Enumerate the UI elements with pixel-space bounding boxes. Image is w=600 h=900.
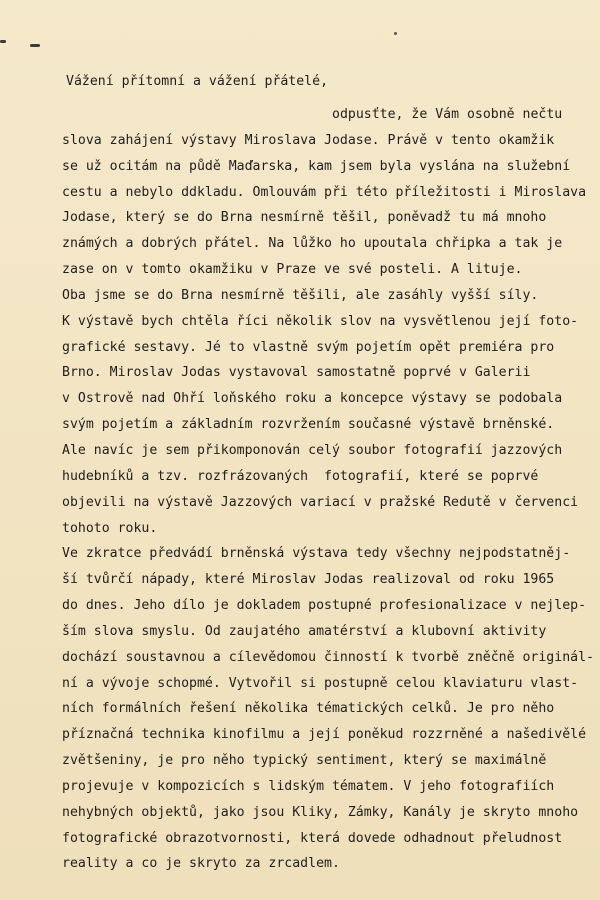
text-line: grafické sestavy. Jé to vlastně svým pojetím opět premiéra pro <box>62 339 555 355</box>
text-line: se už ocitám na půdě Maďarska, kam jsem byla vyslána na služební <box>62 158 571 174</box>
text-line: fotografické obrazotvornosti, která dovede odhadnout přeludnost <box>62 830 563 846</box>
text-line: odpusťte, že Vám osobně nečtu <box>332 107 563 122</box>
text-line: slova zahájení výstavy Miroslava Jodase. Právě v tento okamžik <box>62 132 555 148</box>
text-line: Jodase, který se do Brna nesmírně těšil, poněvadž tu má mnoho <box>62 210 547 226</box>
text-line: Ve zkratce předvádí brněnská výstava tedy všechny nejpodstatněj- <box>62 546 571 562</box>
text-line: dochází soustavnou a cílevědomou činností k tvorbě zněčně originál- <box>62 649 594 665</box>
punch-mark <box>0 40 6 43</box>
text-line: ní a vývoje schopmé. Vytvořil si postupně celou klaviaturu vlast- <box>62 675 579 691</box>
text-line: K výstavě bych chtěla říci několik slov na vysvětlenou její foto- <box>62 313 579 329</box>
text-line: v Ostrově nad Ohří loňského roku a koncepce výstavy se podobala <box>62 391 563 407</box>
text-line: příznačná technika kinofilmu a její poněkud rozzrněné a našedivělé <box>62 727 587 743</box>
paper-speck <box>394 32 397 35</box>
salutation: Vážení přítomní a vážení přátelé, <box>66 74 329 89</box>
text-line: zase on v tomto okamžiku v Praze ve své posteli. A lituje. <box>62 262 523 278</box>
text-line: projevuje v kompozicích s lidským tématem. V jeho fotografiích <box>62 778 555 794</box>
text-line: známých a dobrých přátel. Na lůžko ho upoutala chřipka a tak je <box>62 236 563 252</box>
text-line: nehybných objektů, jako jsou Kliky, Zámky, Kanály je skryto mnoho <box>62 804 579 820</box>
text-line: cestu a nebylo ddkladu. Omlouvám při této příležitosti i Miroslava <box>62 184 587 200</box>
text-line: objevili na výstavě Jazzových variací v pražské Redutě v červenci <box>62 494 579 510</box>
text-line: svým pojetím a základním rozvržením současné výstavě brněnské. <box>62 417 555 433</box>
text-line: ším slova smyslu. Od zaujatého amatérství a klubovní aktivity <box>62 623 547 639</box>
text-line: ních formálních řešení několika tématických celků. Je pro něho <box>62 701 555 717</box>
punch-mark <box>30 44 40 47</box>
text-line: ší tvůrčí nápady, které Miroslav Jodas realizoval od roku 1965 <box>62 572 555 588</box>
text-line: zvětšeniny, je pro něho typický sentiment, který se maximálně <box>62 753 547 769</box>
text-line: Brno. Miroslav Jodas vystavoval samostatně poprvé v Galerii <box>62 365 531 381</box>
text-line: tohoto roku. <box>62 520 158 536</box>
text-line: do dnes. Jeho dílo je dokladem postupné profesionalizace v nejlep- <box>62 598 587 614</box>
text-line: reality a co je skryto za zrcadlem. <box>62 856 340 872</box>
letter-body <box>62 102 592 877</box>
text-line: hudebníků a tzv. rozfrázovaných fotografií, které se poprvé <box>62 468 539 484</box>
text-line: Ale navíc je sem přikomponován celý soubor fotografií jazzových <box>62 442 563 458</box>
text-line: Oba jsme se do Brna nesmírně těšili, ale zasáhly vyšší síly. <box>62 287 539 303</box>
